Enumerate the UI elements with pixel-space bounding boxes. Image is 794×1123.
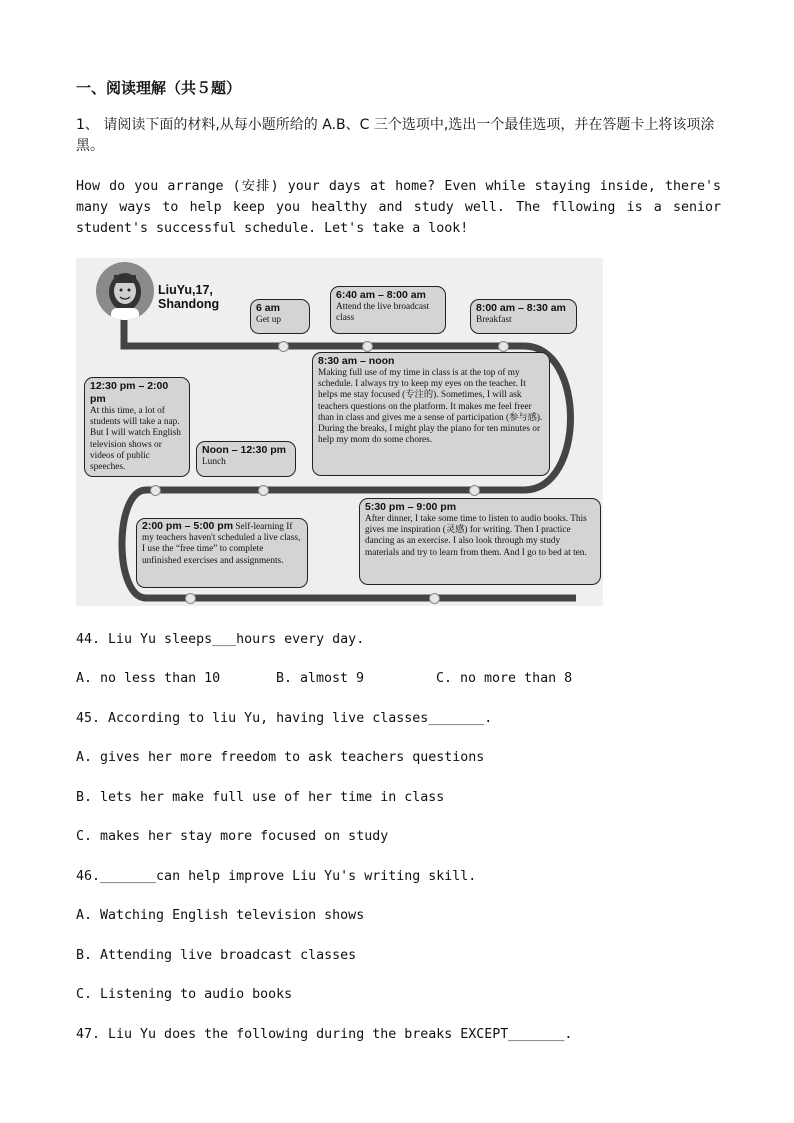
question-46-option-c: C. Listening to audio books [76, 987, 293, 1002]
timeline-dot [185, 593, 196, 604]
student-portrait-icon [96, 262, 154, 320]
question-46-option-b: B. Attending live broadcast classes [76, 948, 357, 963]
event-text: At this time, a lot of students will take a nap. But I will watch English television shows or videos of public speeches. [90, 406, 181, 473]
event-evening [359, 498, 601, 585]
event-time: 8:00 am – 8:30 am [476, 302, 566, 314]
event-time: 6 am [256, 302, 280, 314]
event-time: 2:00 pm – 5:00 pm [142, 520, 234, 532]
event-text: Breakfast [476, 315, 512, 325]
event-time: 8:30 am – noon [318, 355, 395, 367]
event-afternoon-break [84, 377, 190, 477]
event-time: 6:40 am – 8:00 am [336, 289, 426, 301]
profile-name-text: LiuYu,17, [158, 283, 213, 297]
instruction: 1、 请阅读下面的材料,从每小题所给的 A.B、C 三个选项中,选出一个最佳选项，并在答题卡上将该项涂黑。 [76, 117, 715, 154]
event-time: 5:30 pm – 9:00 pm [365, 501, 457, 513]
timeline-dot [150, 485, 161, 496]
question-45-stem: 45. According to liu Yu, having live classes_______. [76, 711, 493, 726]
avatar [96, 262, 154, 320]
timeline-dot [429, 593, 440, 604]
event-lunch [196, 441, 296, 477]
question-47-stem: 47. Liu Yu does the following during the breaks EXCEPT_______. [76, 1027, 573, 1042]
event-text: Making full use of my time in class is at the top of my schedule. I always try to keep my eyes on the teacher. It helps me stay focused (专注的). Sometimes, I will ask teachers questions on the platform. It makes me feel freer than in class and gives me a sense of participation (参与感). During the breaks, I might play the piano for ten minutes or help my mom do some chores. [318, 368, 543, 446]
event-6am [250, 299, 310, 334]
event-breakfast [470, 299, 577, 334]
question-46-option-a: A. Watching English television shows [76, 908, 365, 923]
intro-paragraph: How do you arrange (安排) your days at home? Even while staying inside, there's many ways to help keep you healthy and study well. The fllowing is a senior student's successful schedule. Let's take a look! [76, 179, 721, 236]
timeline-dot [278, 341, 289, 352]
question-44-option-b: B. almost 9 [276, 671, 365, 686]
question-44-option-a: A. no less than 10 [76, 671, 221, 686]
profile-place: Shandong [158, 297, 220, 311]
question-45-option-c: C. makes her stay more focused on study [76, 829, 389, 844]
question-46-stem: 46._______can help improve Liu Yu's writing skill. [76, 869, 477, 884]
event-text: Attend the live broadcast class [336, 302, 430, 324]
event-text: After dinner, I take some time to listen to audio books. This gives me inspiration (灵感) for writing. Then I practice dancing as an exercise. I also look through my study materials and try to learn from them. And I go to bed at ten. [365, 514, 587, 558]
question-44-stem: 44. Liu Yu sleeps___hours every day. [76, 632, 365, 647]
event-text: Get up [256, 315, 282, 325]
event-live-class [330, 286, 446, 334]
event-text: Self-learning If my teachers haven't scheduled a live class, I use the “free time” to complete unfinished exercises and assignments. [142, 522, 301, 566]
timeline-dot [469, 485, 480, 496]
question-45-option-b: B. lets her make full use of her time in class [76, 790, 445, 805]
question-45-option-a: A. gives her more freedom to ask teachers questions [76, 750, 485, 765]
event-self-learning [136, 518, 308, 588]
schedule-infographic [76, 258, 603, 606]
section-heading: 一、阅读理解（共５题） [76, 79, 242, 97]
event-text: Lunch [202, 457, 226, 467]
timeline-dot [498, 341, 509, 352]
timeline-dot [258, 485, 269, 496]
event-time: 12:30 pm – 2:00 pm [90, 380, 169, 405]
profile-name [158, 283, 219, 311]
event-time: Noon – 12:30 pm [202, 444, 287, 456]
event-morning-class [312, 352, 550, 476]
question-44-option-c: C. no more than 8 [436, 671, 573, 686]
timeline-dot [362, 341, 373, 352]
